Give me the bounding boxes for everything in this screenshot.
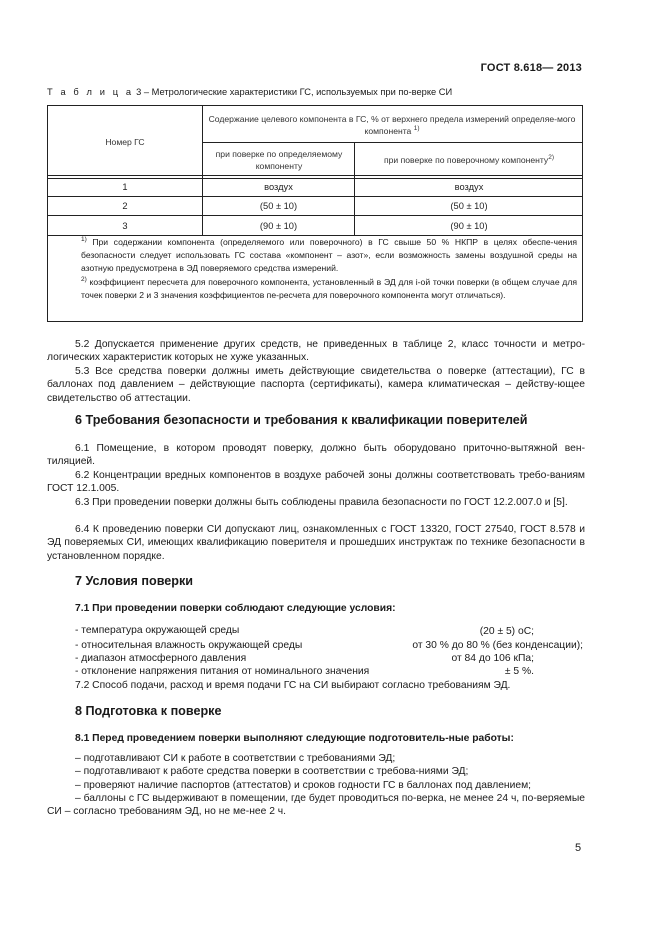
footnote-ref-2: 2) bbox=[548, 153, 555, 161]
paragraph-7-2: 7.2 Способ подачи, расход и время подачи ГС на СИ выбирают согласно требованиям ЭД. bbox=[75, 680, 511, 691]
note-1-marker: 1) bbox=[81, 236, 87, 244]
table-cell-number-1: 1 bbox=[122, 182, 128, 192]
table-cell-determined-3: (90 ± 10) bbox=[259, 220, 298, 231]
table-caption-prefix: Т а б л и ц а bbox=[47, 87, 134, 97]
column-header-content bbox=[206, 108, 578, 142]
section-6-title: 6 Требования безопасности и требования к квалификации поверителей bbox=[75, 413, 528, 427]
section-8-subtitle: 8.1 Перед проведением поверки выполняют следующие подготовитель-ные работы: bbox=[75, 733, 514, 744]
page-number: 5 bbox=[575, 842, 582, 854]
table-cell-determined-1: воздух bbox=[264, 182, 293, 192]
table-cell-number-3: 3 bbox=[122, 220, 128, 231]
table-cell-calibration-1: воздух bbox=[454, 182, 484, 192]
table-cell-determined-2: (50 ± 10) bbox=[259, 201, 298, 211]
condition-voltage-value: ± 5 %. bbox=[504, 666, 534, 677]
column-header-calibration-text: при поверке по поверочному компоненту bbox=[383, 154, 549, 165]
condition-temperature-label: - температура окружающей среды bbox=[75, 625, 240, 636]
table-cell-calibration-3: (90 ± 10) bbox=[450, 220, 488, 231]
document-header: ГОСТ 8.618— 2013 bbox=[480, 62, 582, 74]
note-2-marker: 2) bbox=[81, 275, 87, 283]
table-note-2 bbox=[55, 276, 577, 302]
condition-temperature-value: (20 ± 5) оС; bbox=[479, 626, 534, 637]
prep-item-1: – подготавливают СИ к работе в соответствии с требованиями ЭД; bbox=[75, 753, 396, 764]
table-caption bbox=[47, 87, 452, 97]
table-cell-number-2: 2 bbox=[122, 201, 128, 211]
condition-voltage-label: - отклонение напряжения питания от номинального значения bbox=[75, 666, 370, 677]
prep-item-2: – подготавливают к работе средства поверки в соответствии с требова-ниями ЭД; bbox=[75, 766, 469, 777]
footnote-ref-1: 1) bbox=[413, 125, 420, 133]
table-note-1 bbox=[55, 236, 577, 276]
column-header-number: Номер ГС bbox=[105, 137, 145, 147]
prep-item-3: – проверяют наличие паспортов (аттестатов) и сроков годности ГС в баллонах под давлением; bbox=[75, 780, 532, 791]
paragraph-6-4: 6.4 К проведению поверки СИ допускают лиц, ознакомленных с ГОСТ 13320, ГОСТ 27540, ГОСТ 8.578 и ЭД поверяемых СИ, имеющих квалификацию поверителя и прошедших инструктаж по технике безопасности в установленном порядке. bbox=[47, 524, 585, 562]
section-8-title: 8 Подготовка к поверке bbox=[75, 704, 222, 718]
condition-humidity-label: - относительная влажность окружающей среды bbox=[75, 640, 303, 651]
column-header-determined: при поверке по определяемому компоненту bbox=[215, 148, 343, 171]
column-header-calibration bbox=[355, 143, 583, 176]
condition-pressure-label: - диапазон атмосферного давления bbox=[75, 653, 247, 664]
prep-item-4: – баллоны с ГС выдерживают в помещении, где будет проводиться по-верка, не менее 24 ч, по-веряемые СИ – согласно требованиям ЭД, но не ме-нее 2 ч. bbox=[47, 793, 585, 818]
note-2-text: коэффициент пересчета для поверочного компонента, установленный в ЭД для i-ой точки поверки (в общем случае для точек поверки 2 и 3 значения коэффициентов пе-ресчета для поверочного компонента могут отличаться). bbox=[81, 276, 577, 300]
section-7-subtitle: 7.1 При проведении поверки соблюдают следующие условия: bbox=[75, 603, 396, 614]
table-caption-text: 3 – Метрологические характеристики ГС, используемых при по-верке СИ bbox=[133, 87, 453, 97]
paragraph-5-2: 5.2 Допускается применение других средств, не приведенных в таблице 2, класс точности и метро-логических характеристик которых не хуже указанных. bbox=[47, 339, 585, 364]
paragraph-5-3: 5.3 Все средства поверки должны иметь действующие свидетельства о поверке (аттестации), ГС в баллонах под давлением – действующие паспорта (сертификаты), камера климатическая – действу-ющее свидетельство об аттестации. bbox=[47, 366, 585, 404]
condition-pressure-value: от 84 до 106 кПа; bbox=[451, 653, 534, 664]
section-7-title: 7 Условия поверки bbox=[75, 574, 194, 588]
paragraph-6-3: 6.3 При проведении поверки должны быть соблюдены правила безопасности по ГОСТ 12.2.007.0 и [5]. bbox=[75, 497, 568, 508]
column-header-content-text: Содержание целевого компонента в ГС, % от верхнего предела измерений определяе-мого компонента bbox=[208, 114, 576, 136]
table-cell-calibration-2: (50 ± 10) bbox=[450, 201, 488, 211]
paragraph-6-2: 6.2 Концентрации вредных компонентов в воздухе рабочей зоны должны соответствовать требо-ваниям ГОСТ 12.1.005. bbox=[47, 470, 585, 495]
paragraph-6-1: 6.1 Помещение, в котором проводят поверку, должно быть оборудовано приточно-вытяжной вен-тиляцией. bbox=[47, 443, 585, 468]
note-1-text: При содержании компонента (определяемого или поверочного) в ГС свыше 50 % НКПР в целях обеспе-чения безопасности следует использовать ГС состава «компонент – азот», если возможность замены воздушной среды на азотную предусмотрена в ЭД поверяемого средства измерений. bbox=[81, 237, 577, 274]
condition-humidity-value: от 30 % до 80 % (без конденсации); bbox=[412, 640, 583, 651]
table-notes bbox=[55, 236, 577, 302]
